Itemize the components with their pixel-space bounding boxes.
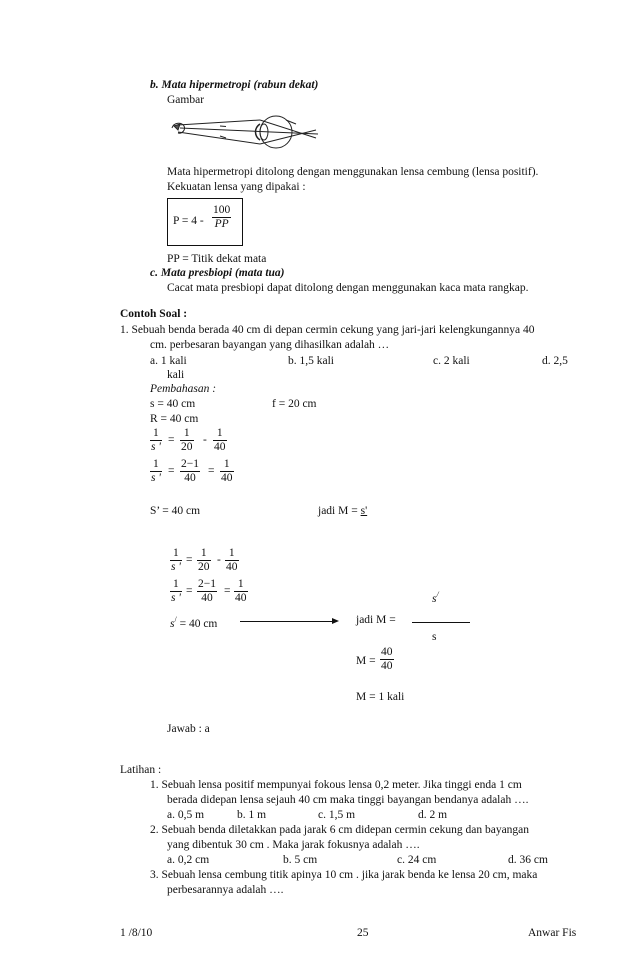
latihan-q1-a: a. 0,5 m: [167, 809, 205, 821]
latihan-q1-d: d. 2 m: [418, 809, 448, 821]
frac-40-over-40: [380, 646, 394, 673]
equals-sign: =: [168, 434, 175, 446]
f-value: f = 20 cm: [272, 398, 317, 410]
latihan-q1-b: b. 1 m: [237, 809, 267, 821]
denominator: s ': [151, 472, 161, 484]
numerator: 1: [150, 458, 162, 472]
latihan-q1-line1: 1. Sebuah lensa positif mempunyai fokous lensa 0,2 meter. Jika tinggi enda 1 cm: [150, 779, 522, 791]
denominator: s ': [171, 592, 181, 604]
footer-date: 1 /8/10: [120, 927, 153, 939]
gambar-label: Gambar: [167, 94, 205, 106]
jadi-m-2: jadi M =: [356, 614, 396, 626]
equals-sign: =: [186, 554, 193, 566]
hipermetropi-text-1: Mata hipermetropi ditolong dengan menggunakan lensa cembung (lensa positif).: [167, 166, 539, 178]
denominator: s ': [151, 441, 161, 453]
q1-line-1: 1. Sebuah benda berada 40 cm di depan cermin cekung yang jari-jari kelengkungannya 40: [120, 324, 535, 336]
jadi-m-line: [318, 504, 367, 518]
latihan-q2-c: c. 24 cm: [397, 854, 437, 866]
r-value: R = 40 cm: [150, 413, 199, 425]
formula-den: PP: [214, 218, 229, 230]
arrow-head-icon: [332, 618, 339, 624]
formula-fraction: [212, 204, 231, 231]
equals-sign: =: [208, 465, 215, 477]
denominator: 40: [184, 472, 196, 484]
denominator: s ': [171, 561, 181, 573]
numerator: 1: [220, 458, 234, 472]
hipermetropi-eye-figure: [168, 112, 326, 158]
m-result: M = 1 kali: [356, 691, 405, 703]
frac-1-over-20: [180, 427, 194, 454]
numerator: 1: [225, 547, 239, 561]
contoh-soal-title: Contoh Soal :: [120, 308, 188, 320]
footer-page-number: 25: [357, 927, 369, 939]
frac-1-over-sprime-2: [150, 458, 162, 485]
q1-option-b: b. 1,5 kali: [288, 355, 334, 367]
latihan-q2-d: d. 36 cm: [508, 854, 548, 866]
denominator: 40: [221, 472, 233, 484]
numerator: 2−1: [198, 578, 216, 590]
equals-sign: =: [224, 585, 231, 597]
denominator: 40: [226, 561, 238, 573]
q1-option-d: d. 2,5: [542, 355, 568, 367]
denominator: 40: [201, 592, 213, 604]
numerator: 1: [197, 547, 211, 561]
denominator: 20: [181, 441, 193, 453]
numerator: 1: [170, 578, 182, 592]
q1-option-c: c. 2 kali: [433, 355, 470, 367]
frac-b-1-over-sprime: [170, 547, 182, 574]
latihan-q3-line2: perbesarannya adalah ….: [167, 884, 284, 896]
frac-b-2minus1-over-40: [197, 578, 217, 605]
latihan-q1-c: c. 1,5 m: [318, 809, 356, 821]
frac-b-1-over-sprime-2: [170, 578, 182, 605]
presbiopi-text: Cacat mata presbiopi dapat ditolong dengan menggunakan kaca mata rangkap.: [167, 282, 529, 294]
frac-2minus1-over-40: [180, 458, 200, 485]
s-prime-symbol: s: [170, 617, 175, 630]
fraction-s-denominator: s: [432, 631, 437, 643]
s-prime-value: = 40 cm: [176, 617, 218, 630]
latihan-title: Latihan :: [120, 764, 162, 776]
denominator: 40: [381, 660, 393, 672]
formula-lhs: P = 4 -: [173, 215, 204, 227]
numerator: 1: [150, 427, 162, 441]
numerator: 1: [170, 547, 182, 561]
latihan-q2-line1: 2. Sebuah benda diletakkan pada jarak 6 cm didepan cermin cekung dan bayangan: [150, 824, 530, 836]
equals-sign: =: [186, 585, 193, 597]
numerator: 2−1: [181, 458, 199, 470]
m-equals: M =: [356, 655, 376, 667]
pembahasan-label: Pembahasan :: [150, 383, 217, 395]
s-symbol: s: [432, 592, 437, 605]
q1-option-a-cont: kali: [167, 369, 185, 381]
frac-1-over-40-b: [220, 458, 234, 485]
arrow-line: [240, 621, 332, 622]
jadi-m-text: jadi M =: [318, 505, 361, 517]
q1-line-2: cm. perbesaran bayangan yang dihasilkan adalah …: [150, 339, 390, 351]
fraction-s-prime-numerator: s/: [432, 590, 439, 605]
jadi-m-underlined: s': [360, 505, 368, 517]
section-b-heading: b. Mata hipermetropi (rabun dekat): [150, 79, 319, 91]
pp-definition: PP = Titik dekat mata: [167, 253, 267, 265]
footer-author: Anwar Fis: [528, 927, 577, 939]
minus-sign: -: [203, 434, 207, 446]
numerator: 40: [381, 646, 393, 658]
denominator: 40: [235, 592, 247, 604]
numerator: 1: [213, 427, 227, 441]
frac-b-1-over-40-2: [234, 578, 248, 605]
latihan-q1-line2: berada didepan lensa sejauh 40 cm maka tinggi bayangan bendanya adalah ….: [167, 794, 529, 806]
fraction-bar: [412, 622, 470, 623]
denominator: 20: [198, 561, 210, 573]
s-prime-40cm: s/ = 40 cm: [170, 615, 218, 630]
numerator: 1: [180, 427, 194, 441]
latihan-q2-b: b. 5 cm: [283, 854, 318, 866]
hipermetropi-text-2: Kekuatan lensa yang dipakai :: [167, 181, 306, 193]
equals-sign: =: [168, 465, 175, 477]
section-c-heading: c. Mata presbiopi (mata tua): [150, 267, 285, 279]
formula-num: 100: [213, 204, 231, 216]
frac-1-over-40: [213, 427, 227, 454]
latihan-q2-a: a. 0,2 cm: [167, 854, 210, 866]
s-value: s = 40 cm: [150, 398, 196, 410]
frac-1-over-sprime: [150, 427, 162, 454]
frac-b-1-over-40: [225, 547, 239, 574]
jawab: Jawab : a: [167, 723, 210, 735]
minus-sign: -: [217, 554, 221, 566]
frac-b-1-over-20: [197, 547, 211, 574]
s-prime-result: S’ = 40 cm: [150, 505, 201, 517]
denominator: 40: [214, 441, 226, 453]
numerator: 1: [234, 578, 248, 592]
latihan-q2-line2: yang dibentuk 30 cm . Maka jarak fokusnya adalah ….: [167, 839, 420, 851]
q1-option-a: a. 1 kali: [150, 355, 187, 367]
latihan-q3-line1: 3. Sebuah lensa cembung titik apinya 10 cm . jika jarak benda ke lensa 20 cm, maka: [150, 869, 538, 881]
